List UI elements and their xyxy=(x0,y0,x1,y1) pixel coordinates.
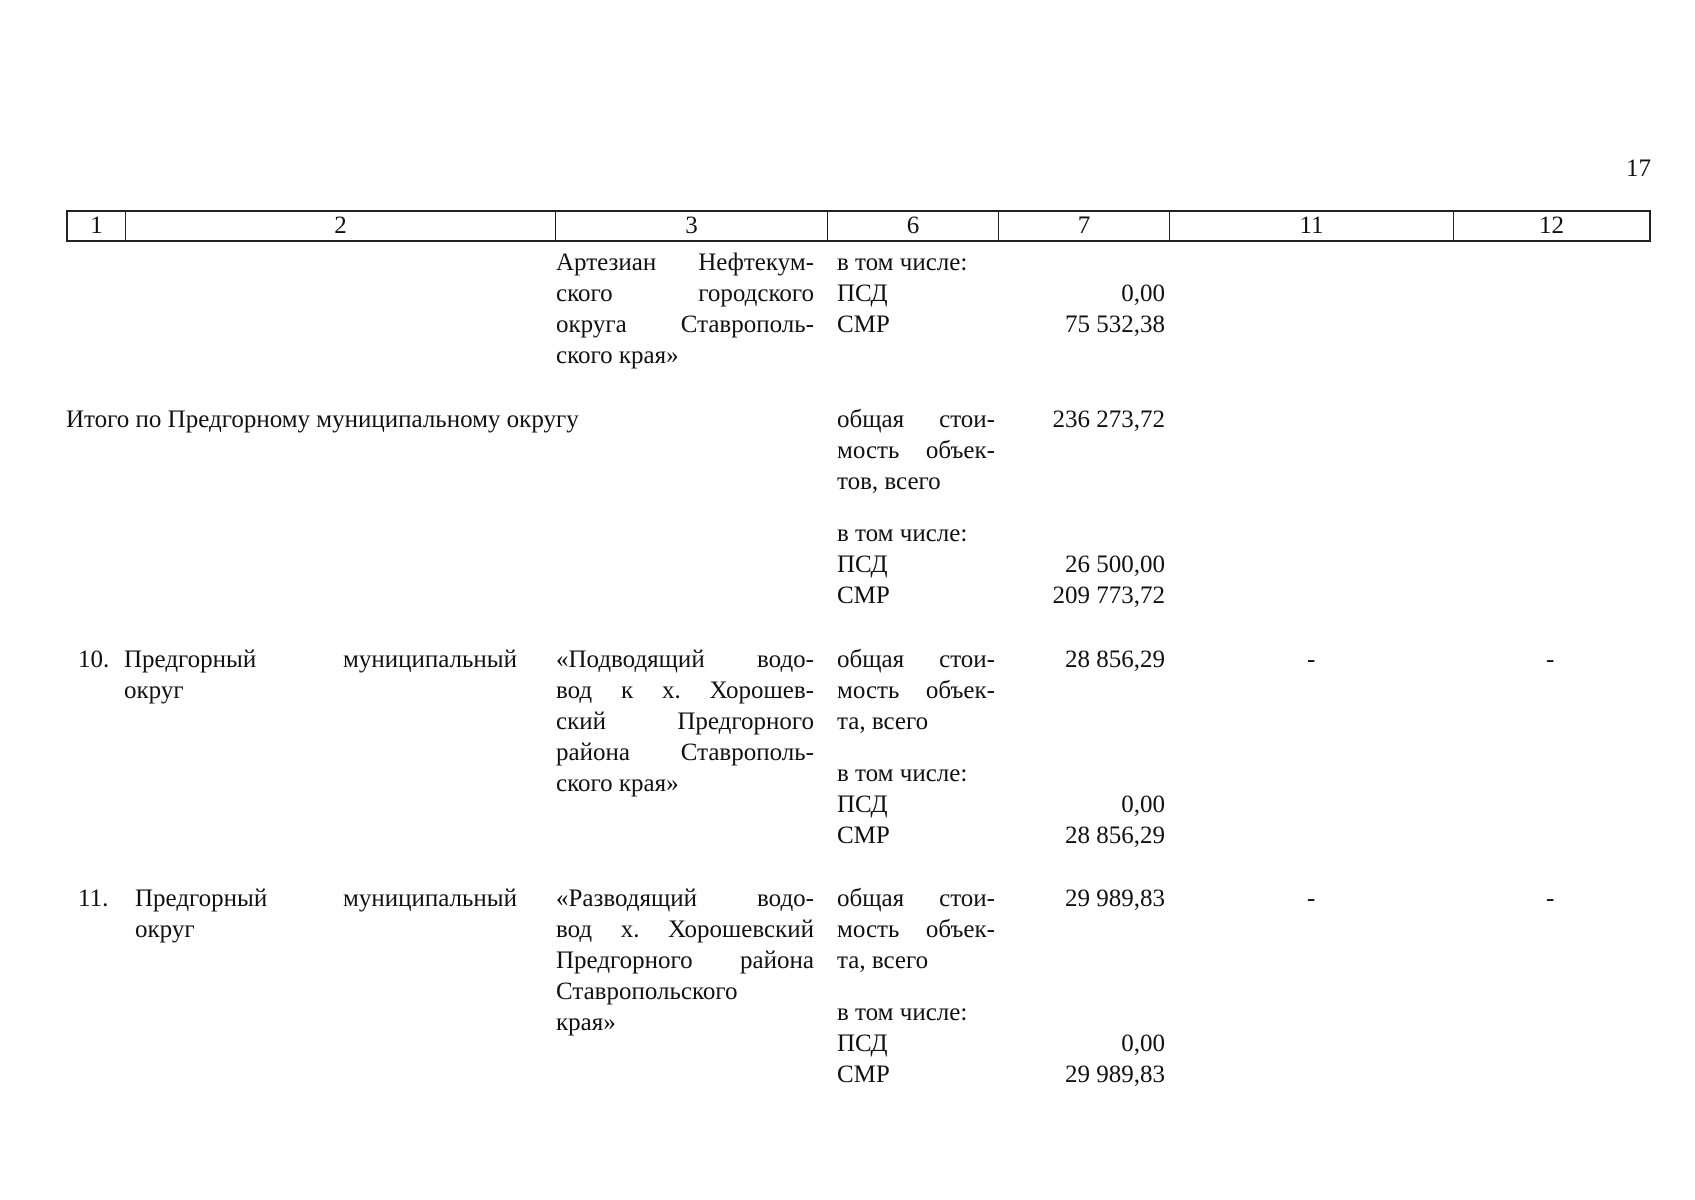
total-smr-label: СМР xyxy=(837,582,890,609)
header-col-6: 6 xyxy=(828,212,999,240)
smr-value: 28 856,29 xyxy=(1065,822,1165,849)
psd-label: ПСД xyxy=(837,791,888,818)
cost-label-line: та, всего xyxy=(837,947,929,974)
smr-label: СМР xyxy=(837,311,890,338)
object-name xyxy=(556,883,814,1038)
smr-label: СМР xyxy=(837,1061,890,1088)
total-psd-value: 26 500,00 xyxy=(1065,551,1165,578)
object-name-line: вод х. Хорошевский xyxy=(556,916,814,943)
object-name-line: Артезиан Нефтекум- xyxy=(556,249,814,276)
object-name-line: «Подводящий водо- xyxy=(556,646,814,673)
object-name-line: ского городского xyxy=(556,280,814,307)
object-name-line: Ставропольского xyxy=(556,978,738,1005)
psd-value: 0,00 xyxy=(1121,280,1165,307)
col-11-value: - xyxy=(1307,885,1316,912)
object-name-line: Предгорного района xyxy=(556,947,814,974)
col-12-value: - xyxy=(1546,646,1555,673)
object-name-line: ский Предгорного xyxy=(556,708,814,735)
cost-label-line: общая стои- xyxy=(837,406,995,433)
total-breakdown-label: в том числе: xyxy=(837,520,968,547)
cost-label-line: мость объек- xyxy=(837,437,995,464)
cost-label-line: мость объек- xyxy=(837,677,995,704)
cost-label xyxy=(837,883,995,976)
district-name: округ xyxy=(135,916,195,943)
header-col-7: 7 xyxy=(999,212,1170,240)
object-name-line: округа Ставрополь- xyxy=(556,311,814,338)
total-label: Итого по Предгорному муниципальному округу xyxy=(66,406,579,433)
psd-value: 0,00 xyxy=(1121,791,1165,818)
cost-label-line: общая стои- xyxy=(837,885,995,912)
object-name-line: края» xyxy=(556,1009,616,1036)
district-name: округ xyxy=(124,677,184,704)
object-name-line: ского края» xyxy=(556,770,679,797)
header-col-3: 3 xyxy=(556,212,828,240)
psd-value: 0,00 xyxy=(1121,1030,1165,1057)
object-name-line: вод к х. Хорошев- xyxy=(556,677,814,704)
smr-label: СМР xyxy=(837,822,890,849)
cost-label xyxy=(837,644,995,737)
breakdown-label: в том числе: xyxy=(837,760,968,787)
district-name: Предгорный xyxy=(124,646,257,673)
cost-label-line: та, всего xyxy=(837,708,929,735)
object-name-line: района Ставрополь- xyxy=(556,739,814,766)
total-cost-label xyxy=(837,404,995,497)
district-name: Предгорный xyxy=(135,885,268,912)
object-name-line: «Разводящий водо- xyxy=(556,885,814,912)
district-name: муниципальный xyxy=(343,646,517,673)
total-cost-value: 236 273,72 xyxy=(1052,406,1165,433)
breakdown-label: в том числе: xyxy=(837,999,968,1026)
cost-value: 28 856,29 xyxy=(1065,646,1165,673)
col-11-value: - xyxy=(1307,646,1316,673)
column-number-header xyxy=(66,210,1651,242)
object-name xyxy=(556,644,814,799)
smr-value: 29 989,83 xyxy=(1065,1061,1165,1088)
smr-value: 75 532,38 xyxy=(1065,311,1165,338)
row-number: 11. xyxy=(78,885,109,912)
cost-value: 29 989,83 xyxy=(1065,885,1165,912)
psd-label: ПСД xyxy=(837,1030,888,1057)
row-number: 10. xyxy=(78,646,110,673)
col-12-value: - xyxy=(1546,885,1555,912)
header-col-2: 2 xyxy=(126,212,556,240)
object-name-line: ского края» xyxy=(556,342,679,369)
district-name: муниципальный xyxy=(343,885,517,912)
cost-label-line: тов, всего xyxy=(837,468,941,495)
total-smr-value: 209 773,72 xyxy=(1052,582,1165,609)
header-col-12: 12 xyxy=(1539,212,1564,239)
object-name xyxy=(556,247,814,371)
psd-label: ПСД xyxy=(837,280,888,307)
header-col-11: 11 xyxy=(1170,212,1454,240)
cost-breakdown-label: в том числе: xyxy=(837,249,968,276)
cost-label-line: мость объек- xyxy=(837,916,995,943)
header-col-1: 1 xyxy=(68,212,126,240)
page-number: 17 xyxy=(1626,155,1651,182)
cost-label-line: общая стои- xyxy=(837,646,995,673)
total-psd-label: ПСД xyxy=(837,551,888,578)
